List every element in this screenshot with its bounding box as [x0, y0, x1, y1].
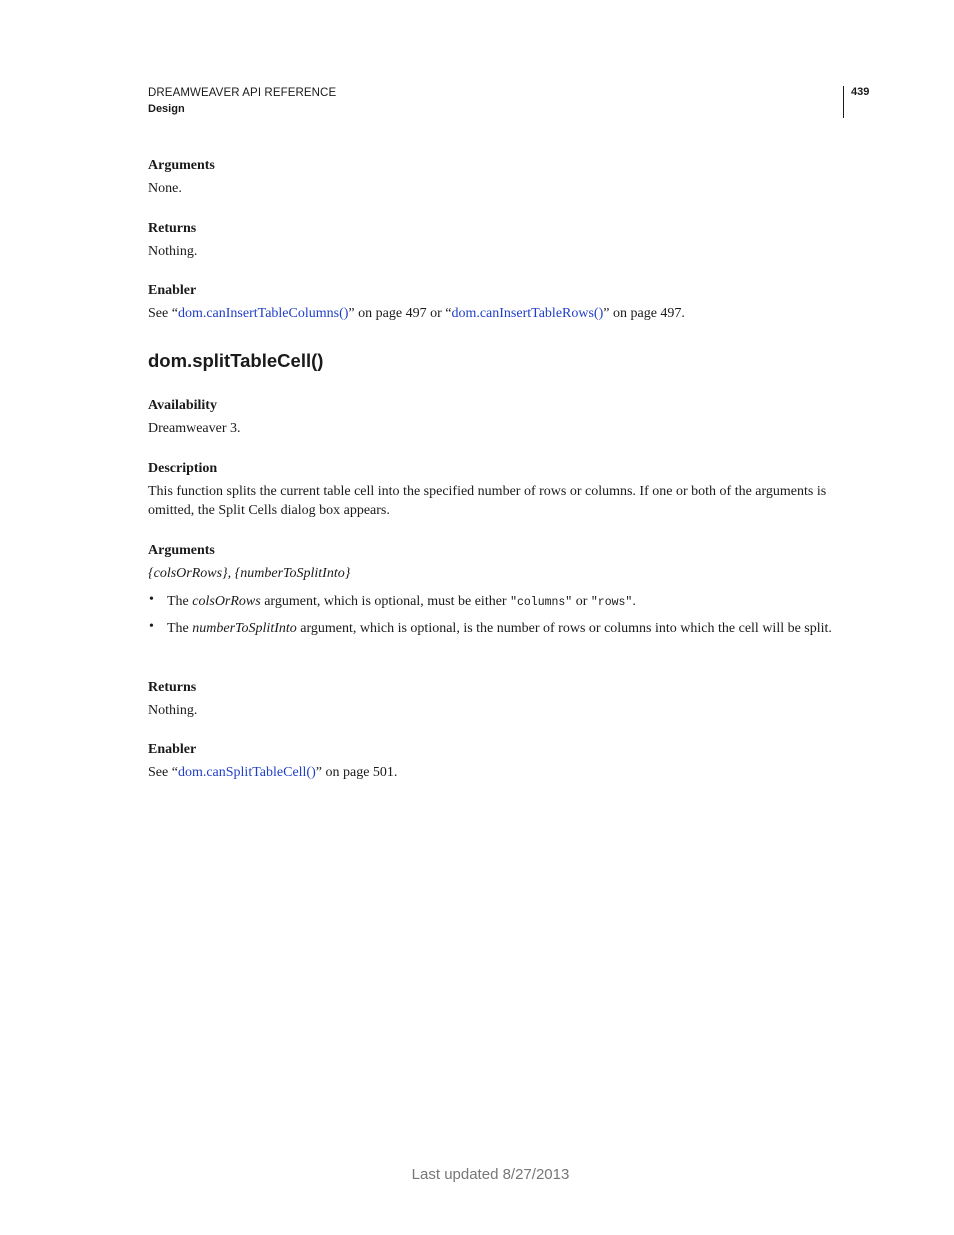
enabler-text [148, 304, 685, 323]
description-heading: Description [148, 461, 218, 476]
bullet-number-to-split-into [167, 619, 842, 638]
link-can-split-table-cell[interactable]: dom.canSplitTableCell() [177, 765, 316, 780]
returns-heading: Returns [148, 221, 197, 236]
function-arguments-heading: Arguments [148, 543, 215, 558]
function-returns-text: Nothing. [148, 703, 198, 718]
running-header-title: DREAMWEAVER API REFERENCE [148, 87, 337, 99]
bullet-text: . [632, 594, 636, 609]
enabler-text-pre: See “ [148, 765, 178, 780]
enabler-heading: Enabler [148, 283, 197, 298]
bullet-text: argument, which is optional, must be either [260, 594, 511, 609]
arguments-text: None. [148, 181, 182, 196]
header-divider [843, 86, 844, 118]
running-header-section: Design [148, 103, 185, 115]
arguments-heading: Arguments [148, 158, 215, 173]
bullet-text: argument, which is optional, is the number of rows or columns into which the cell will be split. [296, 621, 832, 636]
bullet-marker: • [149, 592, 154, 607]
bullet-text: or [572, 594, 591, 609]
param-name: numberToSplitInto [192, 621, 297, 636]
bullet-text: The [167, 594, 193, 609]
availability-text: Dreamweaver 3. [148, 421, 241, 436]
link-can-insert-table-rows[interactable]: dom.canInsertTableRows() [451, 306, 604, 321]
bullet-cols-or-rows [167, 592, 842, 612]
page-number: 439 [851, 86, 870, 98]
availability-heading: Availability [148, 398, 217, 413]
code-columns: "columns" [510, 596, 573, 609]
enabler-text-mid: ” on page 497 or “ [348, 306, 452, 321]
last-updated-footer: Last updated 8/27/2013 [411, 1166, 570, 1183]
function-title: dom.splitTableCell() [148, 350, 324, 371]
function-enabler-text [148, 763, 397, 782]
bullet-marker: • [149, 619, 154, 634]
enabler-text-post: ” on page 497. [603, 306, 685, 321]
function-returns-heading: Returns [148, 680, 197, 695]
function-enabler-heading: Enabler [148, 742, 197, 757]
description-text: This function splits the current table cell into the specified number of rows or columns. If one or both of the arguments is omitted, the Split Cells dialog box appears. [148, 484, 827, 518]
param-name: colsOrRows [192, 594, 261, 609]
returns-text: Nothing. [148, 244, 198, 259]
arguments-signature: {colsOrRows}, {numberToSplitInto} [148, 566, 351, 581]
bullet-text: The [167, 621, 193, 636]
enabler-text-post: ” on page 501. [315, 765, 398, 780]
link-can-insert-table-columns[interactable]: dom.canInsertTableColumns() [177, 306, 349, 321]
code-rows: "rows" [590, 596, 633, 609]
enabler-text-pre: See “ [148, 306, 178, 321]
